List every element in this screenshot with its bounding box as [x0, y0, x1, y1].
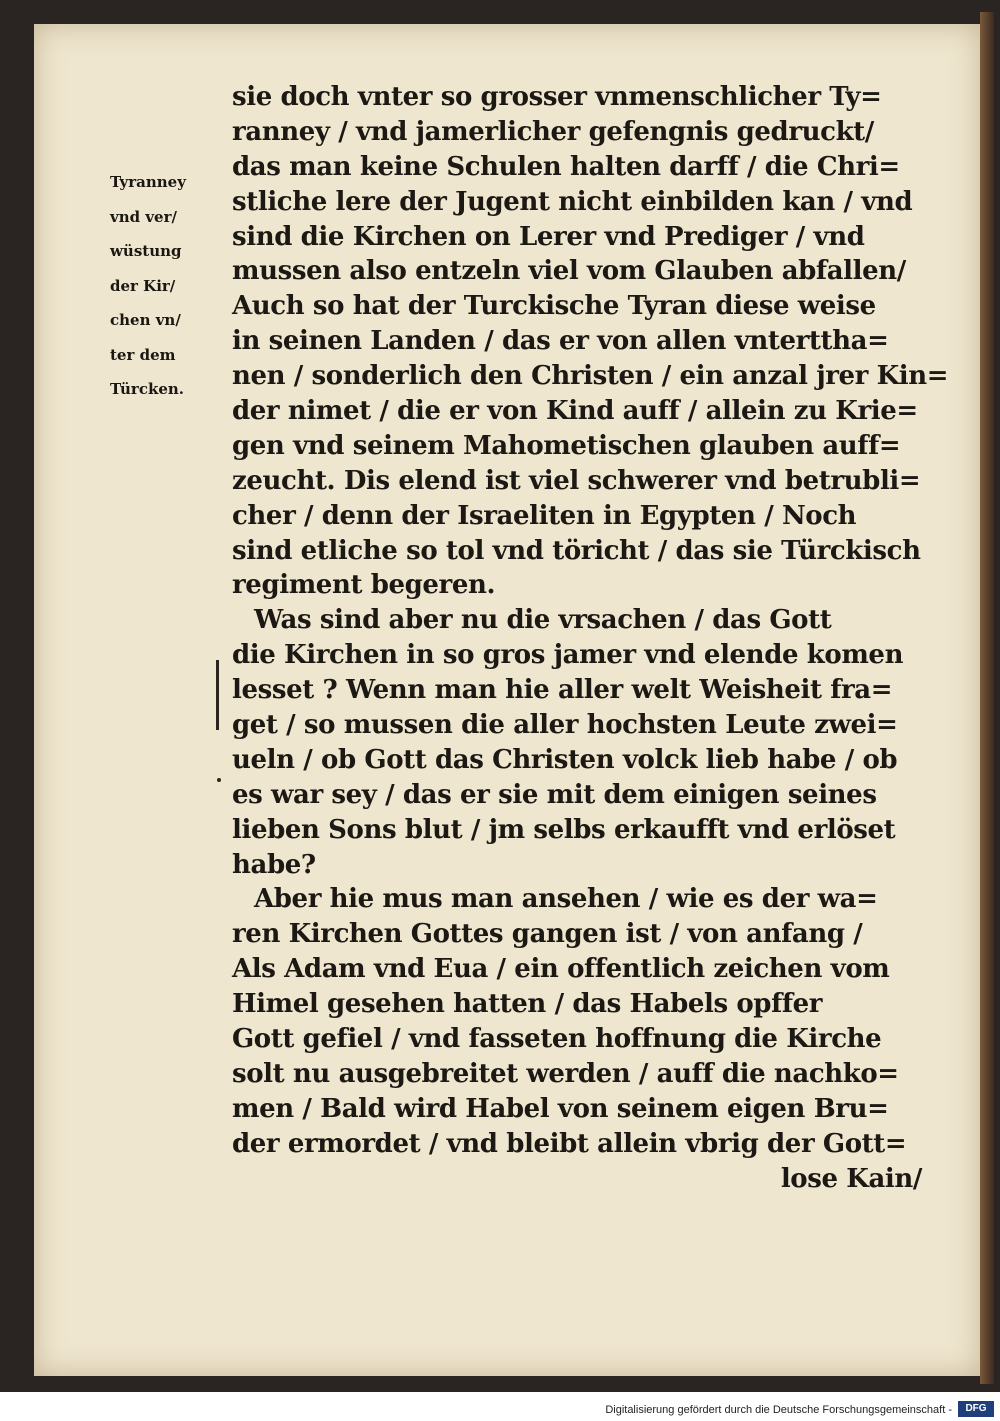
text-line: sind etliche so tol vnd töricht / das sie Türckisch [232, 535, 921, 566]
text-line: stliche lere der Jugent nicht einbilden kan / vnd [232, 186, 913, 217]
text-line: lieben Sons blut / jm selbs erkaufft vnd erlöset [232, 814, 896, 845]
text-line: in seinen Landen / das er von allen vnterttha= [232, 326, 889, 357]
dfg-credit: Digitalisierung gefördert durch die Deutsche Forschungsgemeinschaft - [605, 1404, 952, 1416]
margin-note-line: chen vn/ [110, 311, 181, 329]
text-line: lesset ? Wenn man hie aller welt Weisheit fra= [232, 675, 893, 706]
text-line: habe? [232, 849, 316, 880]
margin-note [110, 165, 228, 407]
text-line: es war sey / das er sie mit dem einigen seines [232, 779, 877, 810]
margin-note-line: wüstung [110, 242, 182, 260]
margin-note-line: Türcken. [110, 380, 185, 398]
text-line: sind die Kirchen on Lerer vnd Prediger / vnd [232, 221, 865, 252]
margin-ink-dot [217, 778, 221, 782]
page-edge [980, 12, 994, 1384]
text-line: der ermordet / vnd bleibt allein vbrig der Gott= [232, 1128, 907, 1159]
text-line: der nimet / die er von Kind auff / allein zu Krie= [232, 396, 918, 427]
text-line: Gott gefiel / vnd fasseten hoffnung die Kirche [232, 1024, 882, 1055]
text-line: Was sind aber nu die vrsachen / das Gott [254, 605, 832, 636]
text-line: Als Adam vnd Eua / ein offentlich zeichen vom [232, 954, 890, 985]
text-line: sie doch vnter so grosser vnmenschlicher Ty= [232, 82, 882, 112]
margin-ink-mark [216, 660, 219, 730]
text-line: ranney / vnd jamerlicher gefengnis gedruckt/ [232, 116, 874, 147]
text-line: das man keine Schulen halten darff / die Chri= [232, 151, 900, 182]
text-line: men / Bald wird Habel von seinem eigen Bru= [232, 1093, 889, 1124]
text-line: lose Kain/ [780, 1163, 922, 1194]
text-line: ueln / ob Gott das Christen volck lieb habe / ob [232, 744, 898, 775]
text-line: nen / sonderlich den Christen / ein anzal jrer Kin= [232, 361, 949, 392]
text-line: mussen also entzeln viel vom Glauben abfallen/ [232, 256, 906, 287]
text-line: get / so mussen die aller hochsten Leute zwei= [232, 710, 898, 741]
text-line: Aber hie mus man ansehen / wie es der wa= [254, 884, 878, 915]
text-line: gen vnd seinem Mahometischen glauben auff= [232, 430, 901, 461]
text-line: Auch so hat der Turckische Tyran diese weise [232, 291, 876, 322]
body-text [232, 80, 949, 1197]
margin-note-line: Tyranney [110, 173, 186, 191]
text-line: ren Kirchen Gottes gangen ist / von anfang / [232, 919, 863, 950]
margin-note-line: ter dem [110, 345, 176, 364]
text-line: die Kirchen in so gros jamer vnd elende komen [232, 640, 904, 671]
dfg-logo[interactable]: DFG [958, 1401, 994, 1417]
text-line: solt nu ausgebreitet werden / auff die nachko= [232, 1058, 899, 1089]
text-line: regiment begeren. [232, 570, 496, 601]
text-line: cher / denn der Israeliten in Egypten / Noch [232, 500, 857, 531]
margin-note-line: der Kir/ [110, 276, 176, 295]
text-line: Himel gesehen hatten / das Habels opffer [232, 989, 823, 1020]
text-line: zeucht. Dis elend ist viel schwerer vnd betrubli= [232, 465, 921, 496]
margin-note-line: vnd ver/ [110, 207, 177, 226]
